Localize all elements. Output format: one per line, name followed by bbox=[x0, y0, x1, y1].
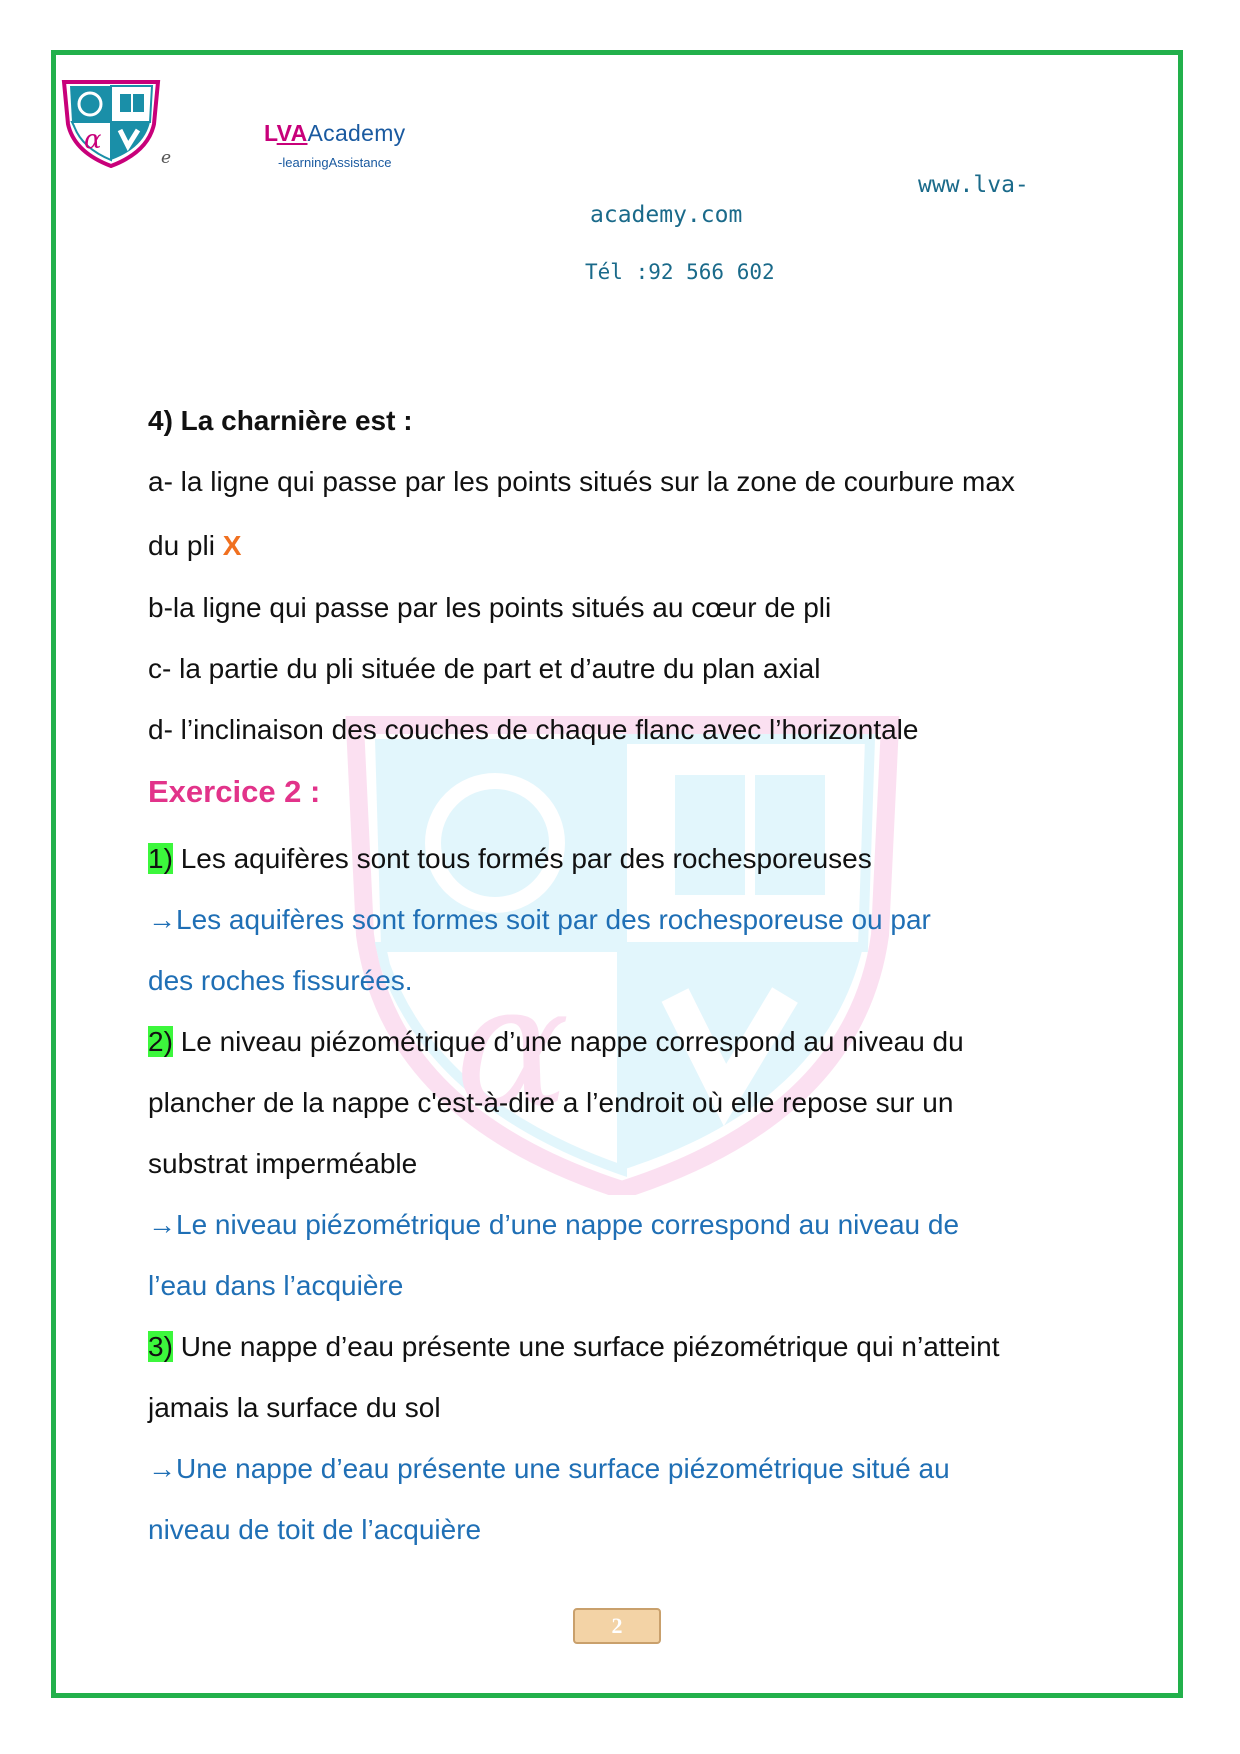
question-4-option-a-line2 bbox=[148, 529, 241, 563]
svg-text:α: α bbox=[84, 125, 102, 155]
statement-text: Les aquifères sont tous formés par des rochesporeuses bbox=[180, 843, 872, 874]
brand-letters-va: VA bbox=[276, 120, 308, 146]
exercise-2-item-3-correction: →Une nappe d’eau présente une surface piézométrique situé au bbox=[148, 1453, 950, 1484]
brand-letter-l: L bbox=[264, 120, 277, 146]
lva-academy-shield-logo bbox=[58, 78, 164, 168]
answer-mark: X bbox=[222, 530, 242, 561]
exercise-2-item-3-statement bbox=[148, 1330, 999, 1364]
exercise-2-item-2-statement: plancher de la nappe c'est-à-dire a l’endroit où elle repose sur un bbox=[148, 1087, 954, 1118]
brand-name bbox=[264, 120, 405, 147]
item-number-highlight: 2) bbox=[148, 1026, 173, 1057]
question-4-option-b: b-la ligne qui passe par les points situés au cœur de pli bbox=[148, 592, 832, 623]
brand-academy: Academy bbox=[307, 120, 406, 146]
exercise-2-item-2-correction: →Le niveau piézométrique d’une nappe correspond au niveau de bbox=[148, 1209, 960, 1240]
statement-text: Une nappe d’eau présente une surface piézométrique qui n’atteint bbox=[180, 1331, 1000, 1362]
phone-number: Tél :92 566 602 bbox=[585, 260, 775, 284]
item-number-highlight: 3) bbox=[148, 1331, 173, 1362]
website-part2: academy.com bbox=[590, 202, 743, 228]
question-4-title: 4) La charnière est : bbox=[148, 405, 413, 436]
question-4-option-d: d- l’inclinaison des couches de chaque flanc avec l’horizontale bbox=[148, 714, 919, 745]
exercise-2-item-1-correction: →Les aquifères sont formes soit par des rochesporeuse ou par bbox=[148, 904, 931, 935]
exercise-2-item-3-statement: jamais la surface du sol bbox=[148, 1392, 441, 1423]
exercise-2-item-3-correction: niveau de toit de l’acquière bbox=[148, 1514, 482, 1545]
question-4-option-c: c- la partie du pli située de part et d’autre du plan axial bbox=[148, 653, 821, 684]
page-number-badge: 2 bbox=[573, 1608, 661, 1644]
exercise-2-item-1-correction: des roches fissurées. bbox=[148, 965, 413, 996]
exercise-2-title: Exercice 2 : bbox=[148, 774, 321, 809]
exercise-2-item-2-correction: l’eau dans l’acquière bbox=[148, 1270, 404, 1301]
option-a-continuation: du pli bbox=[148, 530, 223, 561]
question-4-option-a-line1: a- la ligne qui passe par les points situés sur la zone de courbure max bbox=[148, 466, 1015, 497]
statement-text: Le niveau piézométrique d’une nappe correspond au niveau du bbox=[180, 1026, 964, 1057]
watermark-shield-logo bbox=[345, 715, 900, 1195]
brand-tagline: -learningAssistance bbox=[278, 155, 392, 170]
exercise-2-item-2-statement bbox=[148, 1025, 964, 1059]
website-part1: www.lva- bbox=[918, 172, 1029, 198]
item-number-highlight: 1) bbox=[148, 843, 173, 874]
exercise-2-item-1-statement bbox=[148, 842, 872, 876]
svg-text:α: α bbox=[455, 948, 570, 1146]
exercise-2-item-2-statement: substrat imperméable bbox=[148, 1148, 418, 1179]
logo-mark: e bbox=[161, 148, 172, 168]
